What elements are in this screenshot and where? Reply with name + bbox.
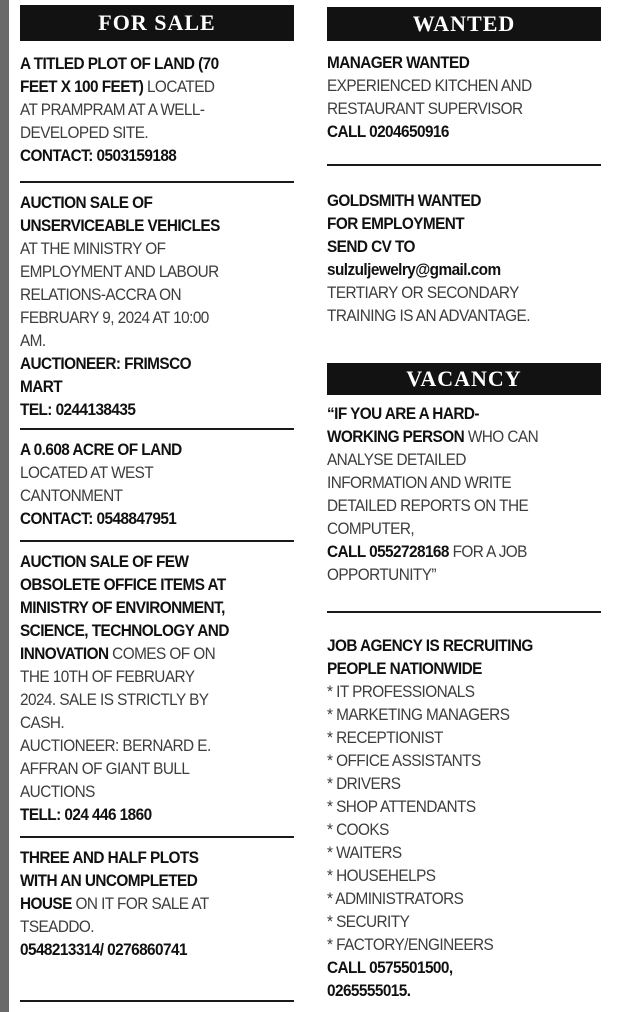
divider bbox=[20, 428, 294, 430]
ad-plot-prampram: A TITLED PLOT OF LAND (70 FEET X 100 FEET) LOCATED AT PRAMPRAM AT A WELL- DEVELOPED SITE. CONTACT: 0503159188 bbox=[20, 53, 295, 168]
call-line: 0265555015. bbox=[327, 982, 411, 1000]
page-edge-strip bbox=[0, 0, 9, 1012]
divider bbox=[327, 611, 601, 613]
divider bbox=[20, 1000, 294, 1002]
list-item: * RECEPTIONIST bbox=[327, 729, 443, 747]
divider bbox=[20, 181, 294, 183]
for-sale-heading: FOR SALE bbox=[20, 5, 294, 41]
right-column bbox=[327, 0, 601, 1003]
list-item: * SECURITY bbox=[327, 913, 410, 931]
contact-line: CONTACT: 0503159188 bbox=[20, 147, 177, 165]
ad-vacancy-hardworking: “IF YOU ARE A HARD- WORKING PERSON WHO CAN ANALYSE DETAILED INFORMATION AND WRITE DETAILED REPORTS ON THE COMPUTER, CALL 0552728168 FOR A JOB OPPORTUNITY” bbox=[327, 405, 539, 584]
list-item: * DRIVERS bbox=[327, 775, 401, 793]
call-line: CALL 0204650916 bbox=[327, 123, 449, 141]
contact-line: CONTACT: 0548847951 bbox=[20, 510, 177, 528]
tel-line: TELL: 024 446 1860 bbox=[20, 806, 152, 824]
tel-line: TEL: 0244138435 bbox=[20, 401, 136, 419]
ad-auction-vehicles: AUCTION SALE OF UNSERVICEABLE VEHICLES AT THE MINISTRY OF EMPLOYMENT AND LABOUR RELATIONS-ACCRA ON FEBRUARY 9, 2024 AT 10:00 AM. AUCTIONEER: FRIMSCO MART TEL: 0244138435 bbox=[20, 192, 295, 422]
list-item: * WAITERS bbox=[327, 844, 402, 862]
wanted-heading: WANTED bbox=[327, 7, 601, 41]
vacancy-heading: VACANCY bbox=[327, 363, 601, 395]
divider bbox=[327, 164, 601, 166]
left-column bbox=[20, 0, 294, 1002]
divider bbox=[20, 836, 294, 838]
ad-job-agency: JOB AGENCY IS RECRUITING PEOPLE NATIONWIDE * IT PROFESSIONALS * MARKETING MANAGERS * RECEPTIONIST * OFFICE ASSISTANTS * DRIVERS * SHOP ATTENDANTS * COOKS * WAITERS * HOUSEHELPS * ADMINISTRATORS * SECURITY * FACTORY/ENGINEERS CALL 0575501500, 0265555015. bbox=[327, 635, 602, 1003]
list-item: * MARKETING MANAGERS bbox=[327, 706, 510, 724]
ad-auction-office-items: AUCTION SALE OF FEW OBSOLETE OFFICE ITEMS AT MINISTRY OF ENVIRONMENT, SCIENCE, TECHNOLOGY AND INNOVATION COMES OF ON THE 10TH OF FEBRUARY 2024. SALE IS STRICTLY BY CASH. AUCTIONEER: BERNARD E. AFFRAN OF GIANT BULL AUCTIONS TELL: 024 446 1860 bbox=[20, 551, 295, 827]
ad-goldsmith-wanted: GOLDSMITH WANTED FOR EMPLOYMENT SEND CV TO sulzuljewelry@gmail.com TERTIARY OR SECONDARY TRAINING IS AN ADVANTAGE. bbox=[327, 190, 602, 328]
ad-manager-wanted: MANAGER WANTED EXPERIENCED KITCHEN AND RESTAURANT SUPERVISOR CALL 0204650916 bbox=[327, 52, 602, 144]
list-item: * HOUSEHELPS bbox=[327, 867, 436, 885]
ad-acre-cantonment: A 0.608 ACRE OF LAND LOCATED AT WEST CANTONMENT CONTACT: 0548847951 bbox=[20, 439, 295, 531]
ad-plots-tseaddo: THREE AND HALF PLOTS WITH AN UNCOMPLETED HOUSE ON IT FOR SALE AT TSEADDO. 0548213314/ 0276860741 bbox=[20, 847, 295, 962]
divider bbox=[20, 540, 294, 542]
list-item: * COOKS bbox=[327, 821, 389, 839]
email-text: sulzuljewelry@gmail.com bbox=[327, 261, 501, 279]
list-item: * SHOP ATTENDANTS bbox=[327, 798, 476, 816]
phone-line: 0548213314/ 0276860741 bbox=[20, 941, 187, 959]
list-item: * ADMINISTRATORS bbox=[327, 890, 464, 908]
list-item: * IT PROFESSIONALS bbox=[327, 683, 475, 701]
list-item: * OFFICE ASSISTANTS bbox=[327, 752, 481, 770]
call-line: CALL 0575501500, bbox=[327, 959, 453, 977]
list-item: * FACTORY/ENGINEERS bbox=[327, 936, 494, 954]
